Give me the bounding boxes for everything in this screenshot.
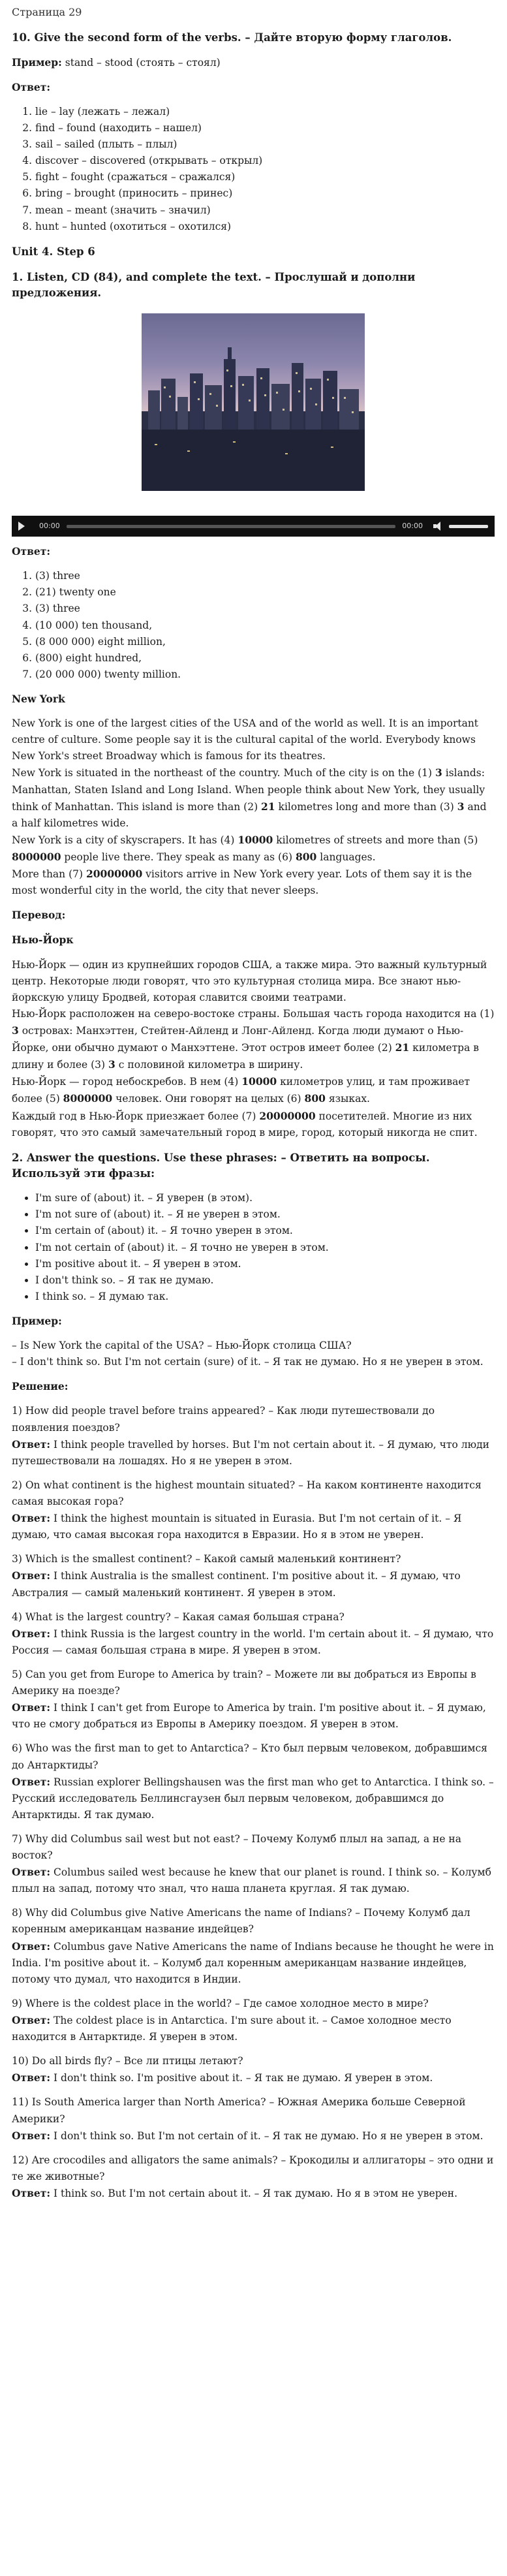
answer-text: I don't think so. But I'm not certain of it. – Я так не думаю. Но я не уверен в этом. — [50, 2129, 484, 2142]
filled-number: 20000000 — [259, 1109, 316, 1122]
text-fragment: посетителей. Многие из них говорят, что это самый замечательный город в мире, город, который никогда не спит. — [12, 1110, 478, 1139]
answer-text: Columbus sailed west because he knew that our planet is round. I think so. – Колумб плыл на запад, потому что знал, что наша планета круглая. Я так думаю. — [12, 1866, 491, 1895]
answer-label: Ответ: — [12, 2071, 51, 2084]
audio-current-time: 00:00 — [39, 522, 60, 531]
audio-player — [12, 516, 495, 537]
text-fragment: Нью-Йорк — город небоскребов. В нем (4) — [12, 1076, 242, 1088]
text-fragment: New York is a city of skyscrapers. It has (4) — [12, 834, 238, 846]
text-title-text: New York — [12, 692, 65, 705]
ex1-answer-label-text: Ответ: — [12, 545, 51, 558]
answer-label: Ответ: — [12, 2129, 51, 2142]
text-fragment: kilometres of streets and more than (5) — [273, 834, 478, 846]
ex1-answer-label — [12, 543, 495, 560]
qa-item — [12, 1831, 495, 1897]
list-item: • I'm sure of (about) it. – Я уверен (в этом). — [35, 1190, 495, 1206]
text-title — [12, 691, 495, 708]
answer-label: Ответ: — [12, 1512, 51, 1525]
question-text: 1) How did people travel before trains appeared? – Как люди путешествовали до появления поездов? — [12, 1405, 435, 1434]
qa-item — [12, 1609, 495, 1659]
ex2-example-label — [12, 1313, 495, 1330]
question-text: 8) Why did Columbus give Native Americans the name of Indians? – Почему Колумб дал коренным американцам название индейцев? — [12, 1907, 470, 1936]
qa-item — [12, 1403, 495, 1469]
qa-item — [12, 2152, 495, 2202]
text-para-1: New York is one of the largest cities of the USA and of the world as well. It is an important centre of culture. Some people say it is the cultural capital of the world. Everybody knows New York's street Broadway which is famous for its theatres. — [12, 717, 479, 762]
solution-label-text: Решение: — [12, 1380, 69, 1393]
text-fragment: languages. — [316, 851, 376, 863]
filled-number: 21 — [261, 800, 275, 813]
qa-item — [12, 1905, 495, 1988]
answer-text: I think people travelled by horses. But I'm not certain about it. – Я думаю, что люди путешествовали на лошадях. Но я не уверен в этом. — [12, 1438, 489, 1467]
skyline-illustration — [142, 313, 365, 491]
text-fragment: More than (7) — [12, 868, 86, 881]
ex10-answer-list — [12, 104, 495, 235]
text-fragment: километра в длину и более (3) — [12, 1042, 479, 1071]
list-item: 7. mean – meant (значить – значил) — [35, 202, 495, 219]
ex1-answer-list — [12, 568, 495, 683]
text-fragment: kilometres long and more than (3) — [275, 800, 457, 813]
list-item: • I'm not certain of (about) it. – Я точно не уверен в этом. — [35, 1240, 495, 1256]
answer-text: I don't think so. I'm positive about it. – Я так не думаю. Я уверен в этом. — [50, 2072, 433, 2084]
answer-text: Columbus gave Native Americans the name of Indians because he thought he were in India. I'm positive about it. – Колумб дал коренным американцам название индейцев, потому что думал, что находится в Индии. — [12, 1940, 494, 1985]
question-text: 6) Who was the first man to get to Antarctica? – Кто был первым человеком, добравшимся до Антарктиды? — [12, 1742, 487, 1771]
question-text: 11) Is South America larger than North America? – Южная Америка больше Северной Америки? — [12, 2096, 466, 2125]
answer-label: Ответ: — [12, 1569, 51, 1582]
list-item: • I'm not sure of (about) it. – Я не уверен в этом. — [35, 1206, 495, 1223]
filled-number: 8000000 — [63, 1092, 113, 1105]
text-fragment: and a half kilometres wide. — [12, 800, 487, 829]
qa-item — [12, 2094, 495, 2144]
filled-number: 3 — [108, 1058, 115, 1071]
text-body — [12, 715, 495, 899]
question-text: 5) Can you get from Europe to America by train? – Можете ли вы добраться из Европы в Америку на поезде? — [12, 1668, 476, 1697]
answer-label: Ответ: — [12, 1866, 51, 1879]
list-item: 5. fight – fought (сражаться – сражался) — [35, 169, 495, 185]
filled-number: 21 — [395, 1041, 410, 1054]
ex10-answer-label-text: Ответ: — [12, 80, 51, 93]
qa-item — [12, 1996, 495, 2045]
ex10-example-label: Пример: — [12, 55, 62, 69]
example-line: – I don't think so. But I'm not certain (sure) of it. – Я так не думаю. Но я не уверен в этом. — [12, 1356, 484, 1368]
list-item: • I don't think so. – Я так не думаю. — [35, 1272, 495, 1289]
qa-item — [12, 2053, 495, 2086]
text-fragment: островах: Манхэттен, Стейтен-Айленд и Лонг-Айленд. Когда люди думают о Нью-Йорке, они обычно думают о Манхэттене. Этот остров имеет более (2) — [12, 1024, 464, 1054]
filled-number: 800 — [295, 850, 317, 863]
ex10-example — [12, 54, 495, 71]
answer-label: Ответ: — [12, 2187, 51, 2200]
text-fragment: километров улиц, и там проживает более (5) — [12, 1076, 470, 1105]
text-fragment: Каждый год в Нью-Йорк приезжает более (7) — [12, 1110, 260, 1122]
filled-number: 3 — [457, 800, 465, 813]
filled-number: 3 — [435, 766, 442, 779]
list-item: 3. (3) three — [35, 601, 495, 617]
translation-title-text: Нью-Йорк — [12, 934, 74, 947]
answer-label: Ответ: — [12, 1627, 51, 1640]
answer-text: The coldest place is in Antarctica. I'm sure about it. – Самое холодное место находится в Антарктиде. Я уверен в этом. — [12, 2015, 452, 2043]
ex2-example-label-text: Пример: — [12, 1314, 62, 1327]
audio-duration: 00:00 — [402, 522, 423, 531]
filled-number: 10000 — [241, 1075, 277, 1088]
new-york-skyline-image — [142, 313, 365, 491]
qa-item — [12, 1477, 495, 1543]
qa-list — [12, 1403, 495, 2202]
translation-body — [12, 957, 495, 1141]
ex2-title: 2. Answer the questions. Use these phrases: – Ответить на вопросы. Используй эти фразы: — [12, 1151, 430, 1180]
answer-label: Ответ: — [12, 1701, 51, 1714]
ex1-title: 1. Listen, CD (84), and complete the text. – Прослушай и дополни предложения. — [12, 270, 416, 300]
list-item: 1. lie – lay (лежать – лежал) — [35, 104, 495, 120]
text-fragment: visitors arrive in New York every year. Lots of them say it is the most wonderful city in the world, the city that never sleeps. — [12, 868, 472, 897]
ex10-answer-label — [12, 79, 495, 96]
list-item: • I think so. – Я думаю так. — [35, 1289, 495, 1305]
volume-slider[interactable] — [449, 525, 488, 528]
filled-number: 20000000 — [85, 868, 143, 881]
list-item: 8. hunt – hunted (охотиться – охотился) — [35, 219, 495, 235]
answer-label: Ответ: — [12, 1940, 51, 1953]
audio-progress-bar[interactable] — [67, 525, 396, 528]
text-fragment: Нью-Йорк расположен на северо-востоке страны. Большая часть города находится на (1) — [12, 1007, 495, 1020]
unit-heading: Unit 4. Step 6 — [12, 245, 95, 258]
answer-label: Ответ: — [12, 1437, 51, 1451]
answer-text: I think the highest mountain is situated in Eurasia. But I'm not certain of it. – Я думаю, что самая высокая гора находится в Евразии. Но я в этом не уверен. — [12, 1513, 462, 1541]
list-item: 7. (20 000 000) twenty million. — [35, 667, 495, 683]
ex10-example-text: stand – stood (стоять – стоял) — [65, 56, 221, 69]
question-text: 10) Do all birds fly? – Все ли птицы летают? — [12, 2055, 243, 2067]
list-item: 6. (800) eight hundred, — [35, 650, 495, 667]
text-fragment: человек. Они говорят на целых (6) — [112, 1093, 305, 1105]
volume-icon[interactable] — [433, 522, 444, 531]
answer-label: Ответ: — [12, 2014, 51, 2027]
question-text: 3) Which is the smallest continent? – Какой самый маленький континент? — [12, 1553, 401, 1565]
list-item: 5. (8 000 000) eight million, — [35, 634, 495, 650]
list-item: 6. bring – brought (приносить – принес) — [35, 185, 495, 202]
text-fragment: people live there. They speak as many as (6) — [61, 851, 296, 863]
question-text: 2) On what continent is the highest mountain situated? – На каком континенте находится самая высокая гора? — [12, 1479, 482, 1507]
play-icon[interactable] — [18, 522, 25, 531]
phrase-list — [12, 1190, 495, 1305]
translation-label — [12, 907, 495, 924]
translation-label-text: Перевод: — [12, 909, 66, 922]
list-item: 2. (21) twenty one — [35, 584, 495, 601]
list-item: • I'm certain of (about) it. – Я точно уверен в этом. — [35, 1223, 495, 1239]
answer-text: I think I can't get from Europe to America by train. I'm positive about it. – Я думаю, что не смогу добраться из Европы в Америку поездом. Я уверен в этом. — [12, 1702, 486, 1731]
translation-para-1: Нью-Йорк — один из крупнейших городов США, а также мира. Это важный культурный центр. Некоторые люди говорят, что это культурная столица мира. Все знают нью-йоркскую улицу Бродвей, которая славится своими театрами. — [12, 958, 487, 1003]
text-fragment: islands: Manhattan, Staten Island and Long Island. When people think about New York, they usually think of Manhattan. This island is more than (2) — [12, 767, 485, 813]
list-item: 1. (3) three — [35, 568, 495, 584]
list-item: 4. discover – discovered (открывать – открыл) — [35, 153, 495, 169]
ex2-example — [12, 1338, 495, 1370]
list-item: 3. sail – sailed (плыть – плыл) — [35, 136, 495, 153]
question-text: 9) Where is the coldest place in the world? – Где самое холодное место в мире? — [12, 1997, 429, 2009]
qa-item — [12, 1740, 495, 1823]
qa-item — [12, 1667, 495, 1733]
filled-number: 3 — [12, 1024, 19, 1037]
list-item: 4. (10 000) ten thousand, — [35, 618, 495, 634]
question-text: 7) Why did Columbus sail west but not east? – Почему Колумб плыл на запад, а не на восток? — [12, 1832, 462, 1862]
list-item: • I'm positive about it. – Я уверен в этом. — [35, 1256, 495, 1272]
ex10-title: 10. Give the second form of the verbs. – Дайте вторую форму глаголов. — [12, 31, 452, 44]
text-fragment: языках. — [325, 1093, 370, 1105]
solution-label — [12, 1378, 495, 1395]
translation-title — [12, 932, 495, 949]
question-text: 4) What is the largest country? – Какая самая большая страна? — [12, 1610, 345, 1623]
answer-text: I think Russia is the largest country in the world. I'm certain about it. – Я думаю, что Россия — самая большая страна в мире. Я уверен в этом. — [12, 1627, 494, 1656]
filled-number: 800 — [304, 1092, 326, 1105]
city-photo-figure — [12, 313, 495, 496]
page-label: Страница 29 — [12, 6, 82, 18]
example-line: – Is New York the capital of the USA? – Нью-Йорк столица США? — [12, 1340, 352, 1352]
question-text: 12) Are crocodiles and alligators the same animals? – Крокодилы и аллигаторы – это одни и те же животные? — [12, 2154, 494, 2182]
text-fragment: с половиной километра в ширину. — [115, 1059, 303, 1071]
qa-item — [12, 1551, 495, 1601]
filled-number: 10000 — [238, 833, 273, 846]
answer-text: I think Australia is the smallest continent. I'm positive about it. – Я думаю, что Австралия — самый маленький континент. Я уверен в этом. — [12, 1570, 461, 1599]
text-fragment: New York is situated in the northeast of the country. Much of the city is on the (1) — [12, 767, 436, 779]
answer-text: I think so. But I'm not certain about it. – Я так думаю. Но я в этом не уверен. — [50, 2188, 458, 2200]
list-item: 2. find – found (находить – нашел) — [35, 120, 495, 136]
filled-number: 8000000 — [12, 850, 61, 863]
answer-text: Russian explorer Bellingshausen was the first man who get to Antarctica. I think so. – Русский исследователь Беллинсгаузен был первым человеком, добравшимся до Антарктиды. Я так думаю. — [12, 1776, 494, 1821]
answer-label: Ответ: — [12, 1775, 51, 1788]
